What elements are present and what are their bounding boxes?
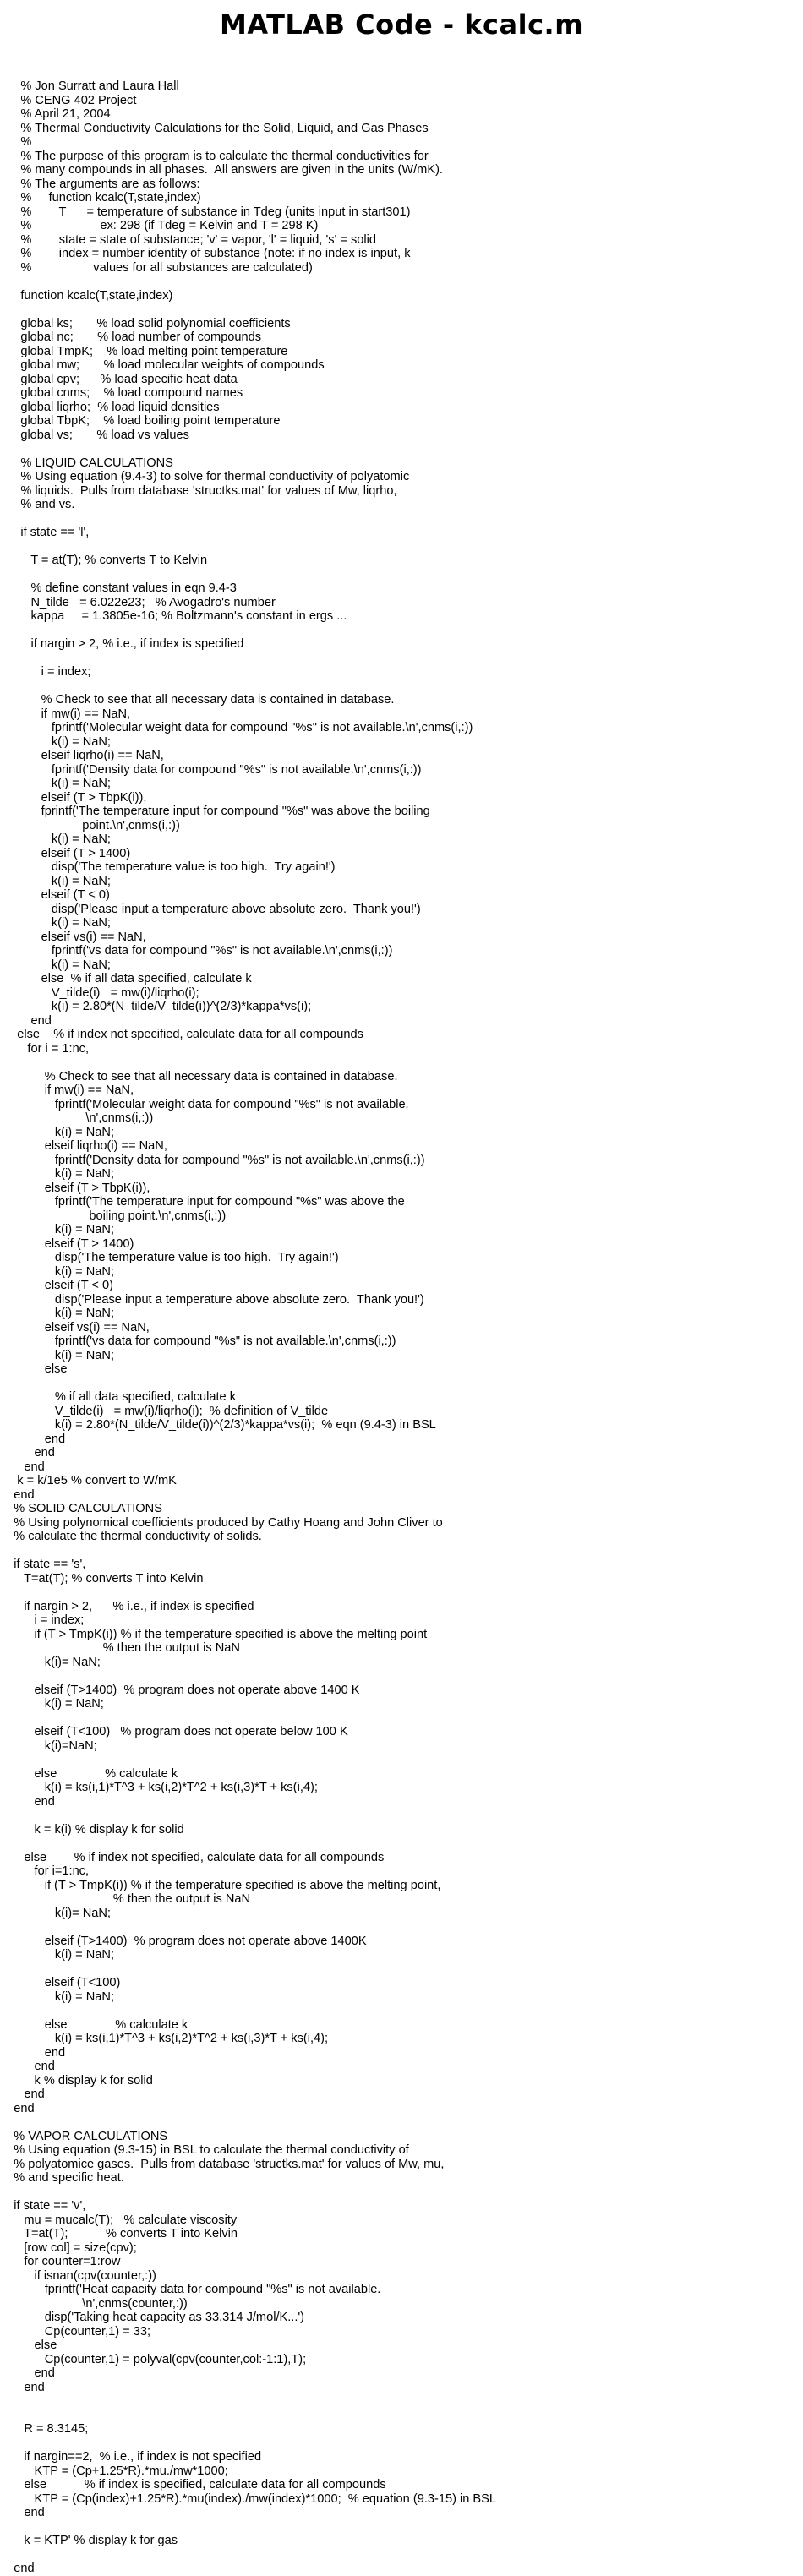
code-line: k(i) = NaN; (0, 734, 111, 749)
code-line (0, 652, 496, 666)
code-line: else % if all data specified, calculate k (0, 972, 252, 985)
code-line: elseif (T > TbpK(i)), (0, 1181, 150, 1195)
code-line: global cnms; % load compound names (0, 386, 243, 400)
code-line: end (0, 1446, 55, 1460)
code-line: k(i) = NaN; (0, 1167, 115, 1181)
code-line: if state == 'v', (0, 2199, 86, 2213)
code-listing (0, 79, 496, 2576)
code-line: end (0, 1013, 52, 1028)
code-line: disp('The temperature value is too high. Try again!') (0, 860, 336, 874)
code-line: k(i) = NaN; (0, 1307, 115, 1320)
code-line: elseif liqrho(i) == NaN, (0, 1139, 167, 1153)
code-line: end (0, 2562, 35, 2575)
code-line: % The arguments are as follows: (0, 177, 200, 191)
code-line: disp('Taking heat capacity as 33.314 J/mol/K...') (0, 2311, 305, 2324)
code-line: end (0, 1487, 35, 1502)
code-line: % function kcalc(T,state,index) (0, 191, 201, 205)
code-line: fprintf('Density data for compound "%s" is not available.\n',cnms(i,:)) (0, 1153, 425, 1167)
code-line: k = KTP' % display k for gas (0, 2534, 178, 2547)
code-line: end (0, 1460, 45, 1474)
code-line: end (0, 2088, 45, 2101)
code-line: global mw; % load molecular weights of compounds (0, 358, 325, 372)
code-line: elseif (T>1400) % program does not operate above 1400 K (0, 1683, 360, 1697)
code-line (0, 540, 496, 554)
code-line (0, 1711, 496, 1726)
code-line: T=at(T); % converts T into Kelvin (0, 1571, 204, 1585)
code-line: % Using equation (9.3-15) in BSL to calculate the thermal conductivity of (0, 2143, 409, 2157)
code-line: else % if index not specified, calculate data for all compounds (0, 1850, 385, 1864)
code-line: k(i) = NaN; (0, 1223, 115, 1236)
code-line: global vs; % load vs values (0, 428, 189, 442)
code-line: else % calculate k (0, 2017, 188, 2032)
code-line (0, 442, 496, 456)
code-line: disp('The temperature value is too high. Try again!') (0, 1251, 339, 1264)
code-line: % ex: 298 (if Tdeg = Kelvin and T = 298 K) (0, 219, 319, 232)
code-line: \n',cnms(i,:)) (0, 1111, 154, 1125)
code-line: [row col] = size(cpv); (0, 2240, 137, 2255)
code-line: R = 8.3145; (0, 2422, 89, 2436)
code-line: % SOLID CALCULATIONS (0, 1502, 162, 1515)
code-line: else % if index is specified, calculate data for all compounds (0, 2478, 386, 2491)
code-line: fprintf('Molecular weight data for compound "%s" is not available.\n',cnms(i,:)) (0, 721, 473, 734)
code-line: k(i) = 2.80*(N_tilde/V_tilde(i))^(2/3)*kappa*vs(i); % eqn (9.4-3) in BSL (0, 1418, 436, 1432)
code-line: elseif (T > 1400) (0, 846, 131, 860)
code-line: elseif (T < 0) (0, 888, 110, 902)
code-line: N_tilde = 6.022e23; % Avogadro's number (0, 595, 276, 609)
code-line: end (0, 1794, 55, 1809)
code-line: % CENG 402 Project (0, 93, 137, 107)
code-line (0, 1056, 496, 1070)
code-line: if (T > TmpK(i)) % if the temperature specified is above the melting point (0, 1627, 428, 1641)
code-line: else % calculate k (0, 1766, 178, 1781)
code-line: % (0, 135, 32, 149)
code-line: % April 21, 2004 (0, 107, 111, 121)
code-line: global cpv; % load specific heat data (0, 372, 238, 386)
code-line: else (0, 1362, 68, 1376)
code-line: k(i) = ks(i,1)*T^3 + ks(i,2)*T^2 + ks(i,3)*T + ks(i,4); (0, 2032, 329, 2045)
code-line: k(i) = NaN; (0, 1125, 115, 1139)
code-line: kappa = 1.3805e-16; % Boltzmann's constant in ergs ... (0, 609, 347, 623)
code-line: k = k/1e5 % convert to W/mK (0, 1474, 177, 1487)
code-line: % Using equation (9.4-3) to solve for thermal conductivity of polyatomic (0, 470, 410, 483)
code-line: % T = temperature of substance in Tdeg (units input in start301) (0, 205, 411, 219)
code-line: disp('Please input a temperature above absolute zero. Thank you!') (0, 1292, 424, 1307)
code-line: function kcalc(T,state,index) (0, 288, 173, 303)
code-line: % calculate the thermal conductivity of solids. (0, 1530, 262, 1543)
code-line: % LIQUID CALCULATIONS (0, 456, 173, 470)
code-line (0, 1585, 496, 1600)
code-line: % if all data specified, calculate k (0, 1390, 237, 1404)
code-line: else (0, 2339, 57, 2352)
code-line: % Jon Surratt and Laura Hall (0, 79, 179, 93)
code-line (0, 2115, 496, 2130)
code-line: k(i)= NaN; (0, 1906, 111, 1920)
code-line: k(i) = NaN; (0, 1264, 115, 1279)
code-line: k(i)= NaN; (0, 1655, 101, 1669)
code-line: % and specific heat. (0, 2171, 124, 2185)
code-line: elseif vs(i) == NaN, (0, 1320, 150, 1334)
code-line: elseif (T>1400) % program does not operate above 1400K (0, 1934, 367, 1948)
code-line: elseif vs(i) == NaN, (0, 930, 146, 944)
code-line: end (0, 2101, 35, 2115)
code-line: T=at(T); % converts T into Kelvin (0, 2227, 238, 2240)
code-line: for counter=1:row (0, 2255, 121, 2268)
code-line: elseif (T < 0) (0, 1279, 113, 1292)
code-line: % and vs. (0, 498, 75, 511)
code-line: % polyatomice gases. Pulls from database 'structks.mat' for values of Mw, mu, (0, 2157, 445, 2171)
code-line: disp('Please input a temperature above absolute zero. Thank you!') (0, 902, 421, 916)
code-line: % index = number identity of substance (note: if no index is input, k (0, 247, 411, 260)
code-line (0, 275, 496, 289)
code-line: fprintf('vs data for compound "%s" is not available.\n',cnms(i,:)) (0, 1334, 396, 1348)
code-line: point.\n',cnms(i,:)) (0, 818, 180, 832)
code-line: % Check to see that all necessary data is contained in database. (0, 693, 395, 707)
code-line: if state == 'l', (0, 526, 90, 539)
code-line: k(i) = NaN; (0, 1348, 115, 1362)
code-line (0, 2409, 496, 2423)
page-title: MATLAB Code - kcalc.m (219, 8, 584, 41)
code-line: % Thermal Conductivity Calculations for the Solid, Liquid, and Gas Phases (0, 121, 429, 135)
code-line: if nargin > 2, % i.e., if index is specified (0, 637, 244, 651)
code-line: \n',cnms(counter,:)) (0, 2296, 188, 2311)
code-line: % then the output is NaN (0, 1892, 251, 1906)
code-line (0, 2548, 496, 2562)
code-line: V_tilde(i) = mw(i)/liqrho(i); (0, 985, 199, 1000)
code-line (0, 1669, 496, 1684)
code-line: KTP = (Cp(index)+1.25*R).*mu(index)./mw(index)*1000; % equation (9.3-15) in BSL (0, 2491, 496, 2506)
code-line: fprintf('vs data for compound "%s" is not available.\n',cnms(i,:)) (0, 944, 393, 958)
code-line: mu = mucalc(T); % calculate viscosity (0, 2213, 238, 2227)
code-line: fprintf('The temperature input for compound "%s" was above the (0, 1195, 405, 1209)
code-line: if (T > TmpK(i)) % if the temperature specified is above the melting point, (0, 1878, 441, 1892)
code-line: end (0, 2060, 55, 2073)
code-line: k = k(i) % display k for solid (0, 1822, 184, 1836)
code-line: k(i) = 2.80*(N_tilde/V_tilde(i))^(2/3)*kappa*vs(i); (0, 1000, 312, 1013)
code-line: if state == 's', (0, 1558, 86, 1571)
code-line: % values for all substances are calculated) (0, 260, 313, 275)
code-line (0, 1753, 496, 1767)
code-line (0, 1920, 496, 1935)
code-line (0, 2394, 496, 2409)
code-line: % Using polynomical coefficients produced by Cathy Hoang and John Cliver to (0, 1515, 443, 1530)
code-line: global liqrho; % load liquid densities (0, 400, 220, 414)
code-line: if nargin > 2, % i.e., if index is specified (0, 1599, 254, 1613)
code-line: elseif (T<100) % program does not operate below 100 K (0, 1725, 348, 1738)
code-line: V_tilde(i) = mw(i)/liqrho(i); % definition of V_tilde (0, 1404, 329, 1418)
code-line: % VAPOR CALCULATIONS (0, 2129, 168, 2143)
code-line: global TmpK; % load melting point temperature (0, 344, 288, 358)
code-line: k(i) = NaN; (0, 874, 111, 888)
code-line: k % display k for solid (0, 2073, 153, 2088)
code-line: end (0, 2366, 55, 2380)
code-line (0, 2004, 496, 2018)
code-line: if isnan(cpv(counter,:)) (0, 2268, 156, 2283)
code-line: for i=1:nc, (0, 1864, 90, 1878)
code-line: global nc; % load number of compounds (0, 330, 262, 344)
code-line: global TbpK; % load boiling point temperature (0, 414, 281, 428)
code-line (0, 1809, 496, 1823)
code-line: elseif (T > 1400) (0, 1236, 134, 1251)
code-line: k(i) = ks(i,1)*T^3 + ks(i,2)*T^2 + ks(i,3)*T + ks(i,4); (0, 1781, 318, 1794)
code-line: end (0, 2045, 66, 2060)
code-line: elseif liqrho(i) == NaN, (0, 749, 164, 762)
code-line (0, 1544, 496, 1558)
code-line: i = index; (0, 665, 91, 679)
code-line: fprintf('Density data for compound "%s" is not available.\n',cnms(i,:)) (0, 762, 422, 777)
code-line: global ks; % load solid polynomial coefficients (0, 316, 291, 330)
code-line: KTP = (Cp+1.25*R).*mu./mw*1000; (0, 2464, 228, 2478)
code-line: else % if index not specified, calculate data for all compounds (0, 1028, 363, 1041)
code-line: elseif (T<100) (0, 1976, 121, 1989)
code-line: k(i) = NaN; (0, 916, 111, 930)
code-line: k(i) = NaN; (0, 958, 111, 972)
code-line (0, 624, 496, 638)
code-line: if mw(i) == NaN, (0, 707, 131, 721)
code-line (0, 2186, 496, 2200)
code-line: % then the output is NaN (0, 1641, 240, 1655)
code-line: end (0, 2380, 45, 2394)
code-line (0, 679, 496, 694)
code-line (0, 2520, 496, 2535)
code-line: k(i)=NaN; (0, 1738, 97, 1753)
code-line: if nargin==2, % i.e., if index is not specified (0, 2450, 262, 2464)
code-line: k(i) = NaN; (0, 832, 111, 846)
code-line: % many compounds in all phases. All answers are given in the units (W/mK). (0, 163, 443, 177)
code-line: elseif (T > TbpK(i)), (0, 790, 147, 805)
code-line: k(i) = NaN; (0, 1989, 115, 2004)
code-line: % liquids. Pulls from database 'structks.mat' for values of Mw, liqrho, (0, 483, 397, 498)
code-line: % state = state of substance; 'v' = vapor, 'l' = liquid, 's' = solid (0, 232, 377, 247)
code-line (0, 568, 496, 582)
code-line: Cp(counter,1) = polyval(cpv(counter,col:-1:1),T); (0, 2352, 307, 2366)
code-line: T = at(T); % converts T to Kelvin (0, 554, 208, 567)
code-line: i = index; (0, 1613, 85, 1627)
code-line (0, 1377, 496, 1391)
code-line: k(i) = NaN; (0, 777, 111, 790)
code-line: fprintf('The temperature input for compound "%s" was above the boiling (0, 805, 430, 818)
code-line: fprintf('Molecular weight data for compound "%s" is not available. (0, 1097, 409, 1111)
code-line (0, 1836, 496, 1851)
code-line: % Check to see that all necessary data is contained in database. (0, 1069, 398, 1083)
code-line: end (0, 2506, 45, 2519)
code-line: % The purpose of this program is to calculate the thermal conductivities for (0, 149, 429, 163)
code-line: Cp(counter,1) = 33; (0, 2324, 151, 2339)
code-line: boiling point.\n',cnms(i,:)) (0, 1209, 227, 1223)
code-line: % define constant values in eqn 9.4-3 (0, 581, 237, 595)
code-line (0, 1962, 496, 1977)
code-line (0, 2437, 496, 2451)
code-line: end (0, 1432, 66, 1446)
code-line (0, 512, 496, 527)
code-line: fprintf('Heat capacity data for compound "%s" is not available. (0, 2283, 381, 2296)
code-line: if mw(i) == NaN, (0, 1083, 134, 1097)
code-line: for i = 1:nc, (0, 1041, 90, 1056)
code-line: k(i) = NaN; (0, 1948, 115, 1962)
code-line: k(i) = NaN; (0, 1697, 104, 1711)
code-line (0, 303, 496, 317)
